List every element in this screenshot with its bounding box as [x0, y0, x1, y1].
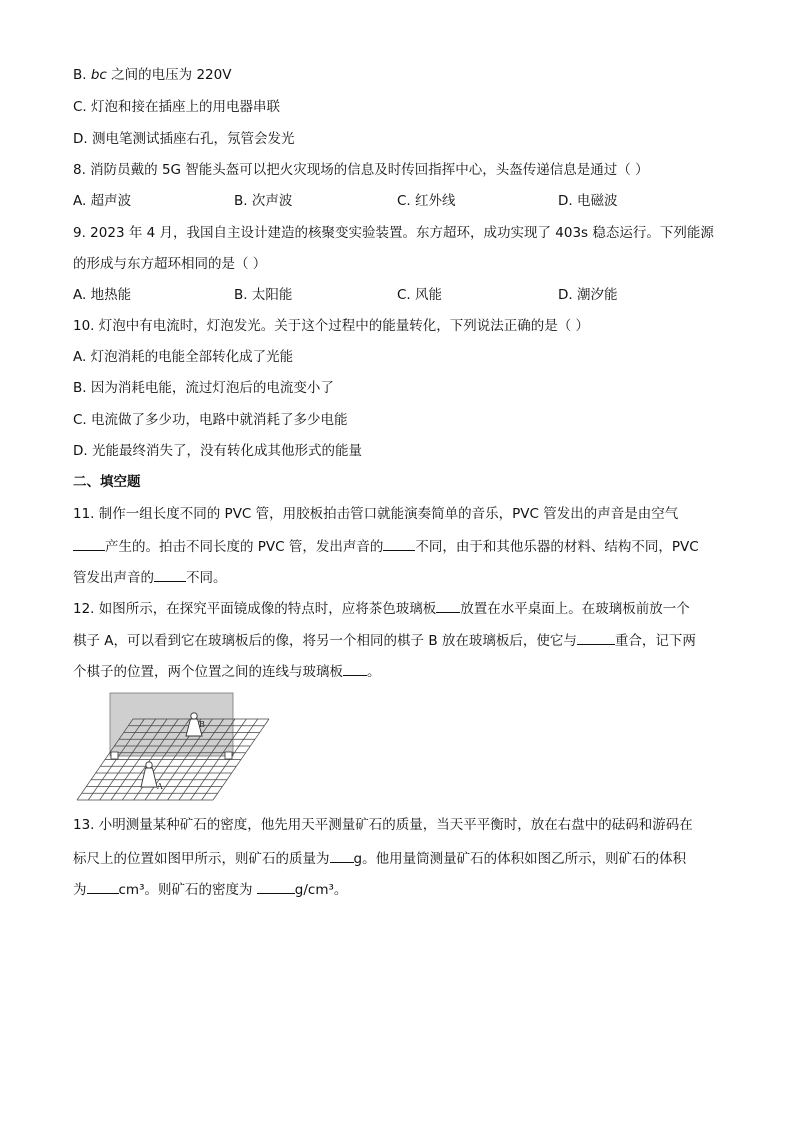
q9-option-c: C. 风能: [397, 287, 443, 303]
section-title-fill-blank: 二、填空题: [73, 474, 141, 490]
q9-option-d: D. 潮汐能: [558, 287, 618, 303]
q9-option-a: A. 地热能: [73, 287, 132, 303]
q12-line1: 12. 如图所示，在探究平面镜成像的特点时，应将茶色玻璃板 放置在水平桌面上。在玻璃板前放一个: [73, 598, 690, 618]
q12-blank-2[interactable]: [577, 630, 615, 645]
q13-blank-1[interactable]: [330, 848, 354, 863]
q8-option-a: A. 超声波: [73, 193, 132, 209]
label-b: B: [199, 720, 205, 729]
q10-stem: 10. 灯泡中有电流时，灯泡发光。关于这个过程中的能量转化，下列说法正确的是（ ）: [73, 318, 590, 334]
plate-stand-right: [225, 752, 232, 759]
q7-option-b: B. bc 之间的电压为 220V: [73, 67, 232, 83]
glass-plate: [110, 693, 233, 756]
q13-blank-2[interactable]: [87, 879, 119, 894]
q10-option-b: B. 因为消耗电能，流过灯泡后的电流变小了: [73, 380, 334, 396]
q10-option-d: D. 光能最终消失了，没有转化成其他形式的能量: [73, 443, 362, 459]
q12-blank-1[interactable]: [436, 598, 460, 613]
label-a: A: [157, 782, 163, 791]
q13-line3: 为 cm³。则矿石的密度为 g/cm³。: [73, 879, 347, 899]
q11-line3: 管发出声音的 不同。: [73, 567, 227, 587]
q7-option-c: C. 灯泡和接在插座上的用电器串联: [73, 99, 281, 115]
q9-stem-line1: 9. 2023 年 4 月，我国自主设计建造的核聚变实验装置。东方超环，成功实现了 403s 稳态运行。下列能源: [73, 225, 714, 241]
q10-option-a: A. 灯泡消耗的电能全部转化成了光能: [73, 349, 294, 365]
q12-line3: 个棋子的位置，两个位置之间的连线与玻璃板 。: [73, 661, 381, 681]
q12-blank-3[interactable]: [343, 661, 367, 676]
q13-line2: 标尺上的位置如图甲所示，则矿石的质量为 g。他用量筒测量矿石的体积如图乙所示，则矿石的体积: [73, 848, 686, 868]
q11-blank-1[interactable]: [73, 536, 105, 551]
q11-line2: 产生的。拍击不同长度的 PVC 管，发出声音的 不同，由于和其他乐器的材料、结构不同，PVC: [73, 536, 699, 556]
plate-stand-left: [111, 752, 118, 759]
q9-option-b: B. 太阳能: [234, 287, 293, 303]
q13-line1: 13. 小明测量某种矿石的密度，他先用天平测量矿石的质量，当天平平衡时，放在右盘中的砝码和游码在: [73, 817, 693, 833]
q13-blank-3[interactable]: [257, 879, 295, 894]
q11-blank-3[interactable]: [154, 567, 186, 582]
q8-option-d: D. 电磁波: [558, 193, 618, 209]
q12-line2: 棋子 A，可以看到它在玻璃板后的像，将另一个相同的棋子 B 放在玻璃板后，使它与 重合，记下两: [73, 630, 696, 650]
q8-option-b: B. 次声波: [234, 193, 293, 209]
mirror-experiment-figure: [73, 692, 278, 804]
q10-option-c: C. 电流做了多少功，电路中就消耗了多少电能: [73, 412, 348, 428]
q9-stem-line2: 的形成与东方超环相同的是（ ）: [73, 256, 267, 272]
q8-stem: 8. 消防员戴的 5G 智能头盔可以把火灾现场的信息及时传回指挥中心，头盔传递信息是通过（ ）: [73, 162, 649, 178]
q11-line1: 11. 制作一组长度不同的 PVC 管，用胶板拍击管口就能演奏简单的音乐，PVC 管发出的声音是由空气: [73, 506, 679, 522]
q8-option-c: C. 红外线: [397, 193, 456, 209]
q11-blank-2[interactable]: [383, 536, 415, 551]
q7-option-d: D. 测电笔测试插座右孔，氖管会发光: [73, 131, 295, 147]
